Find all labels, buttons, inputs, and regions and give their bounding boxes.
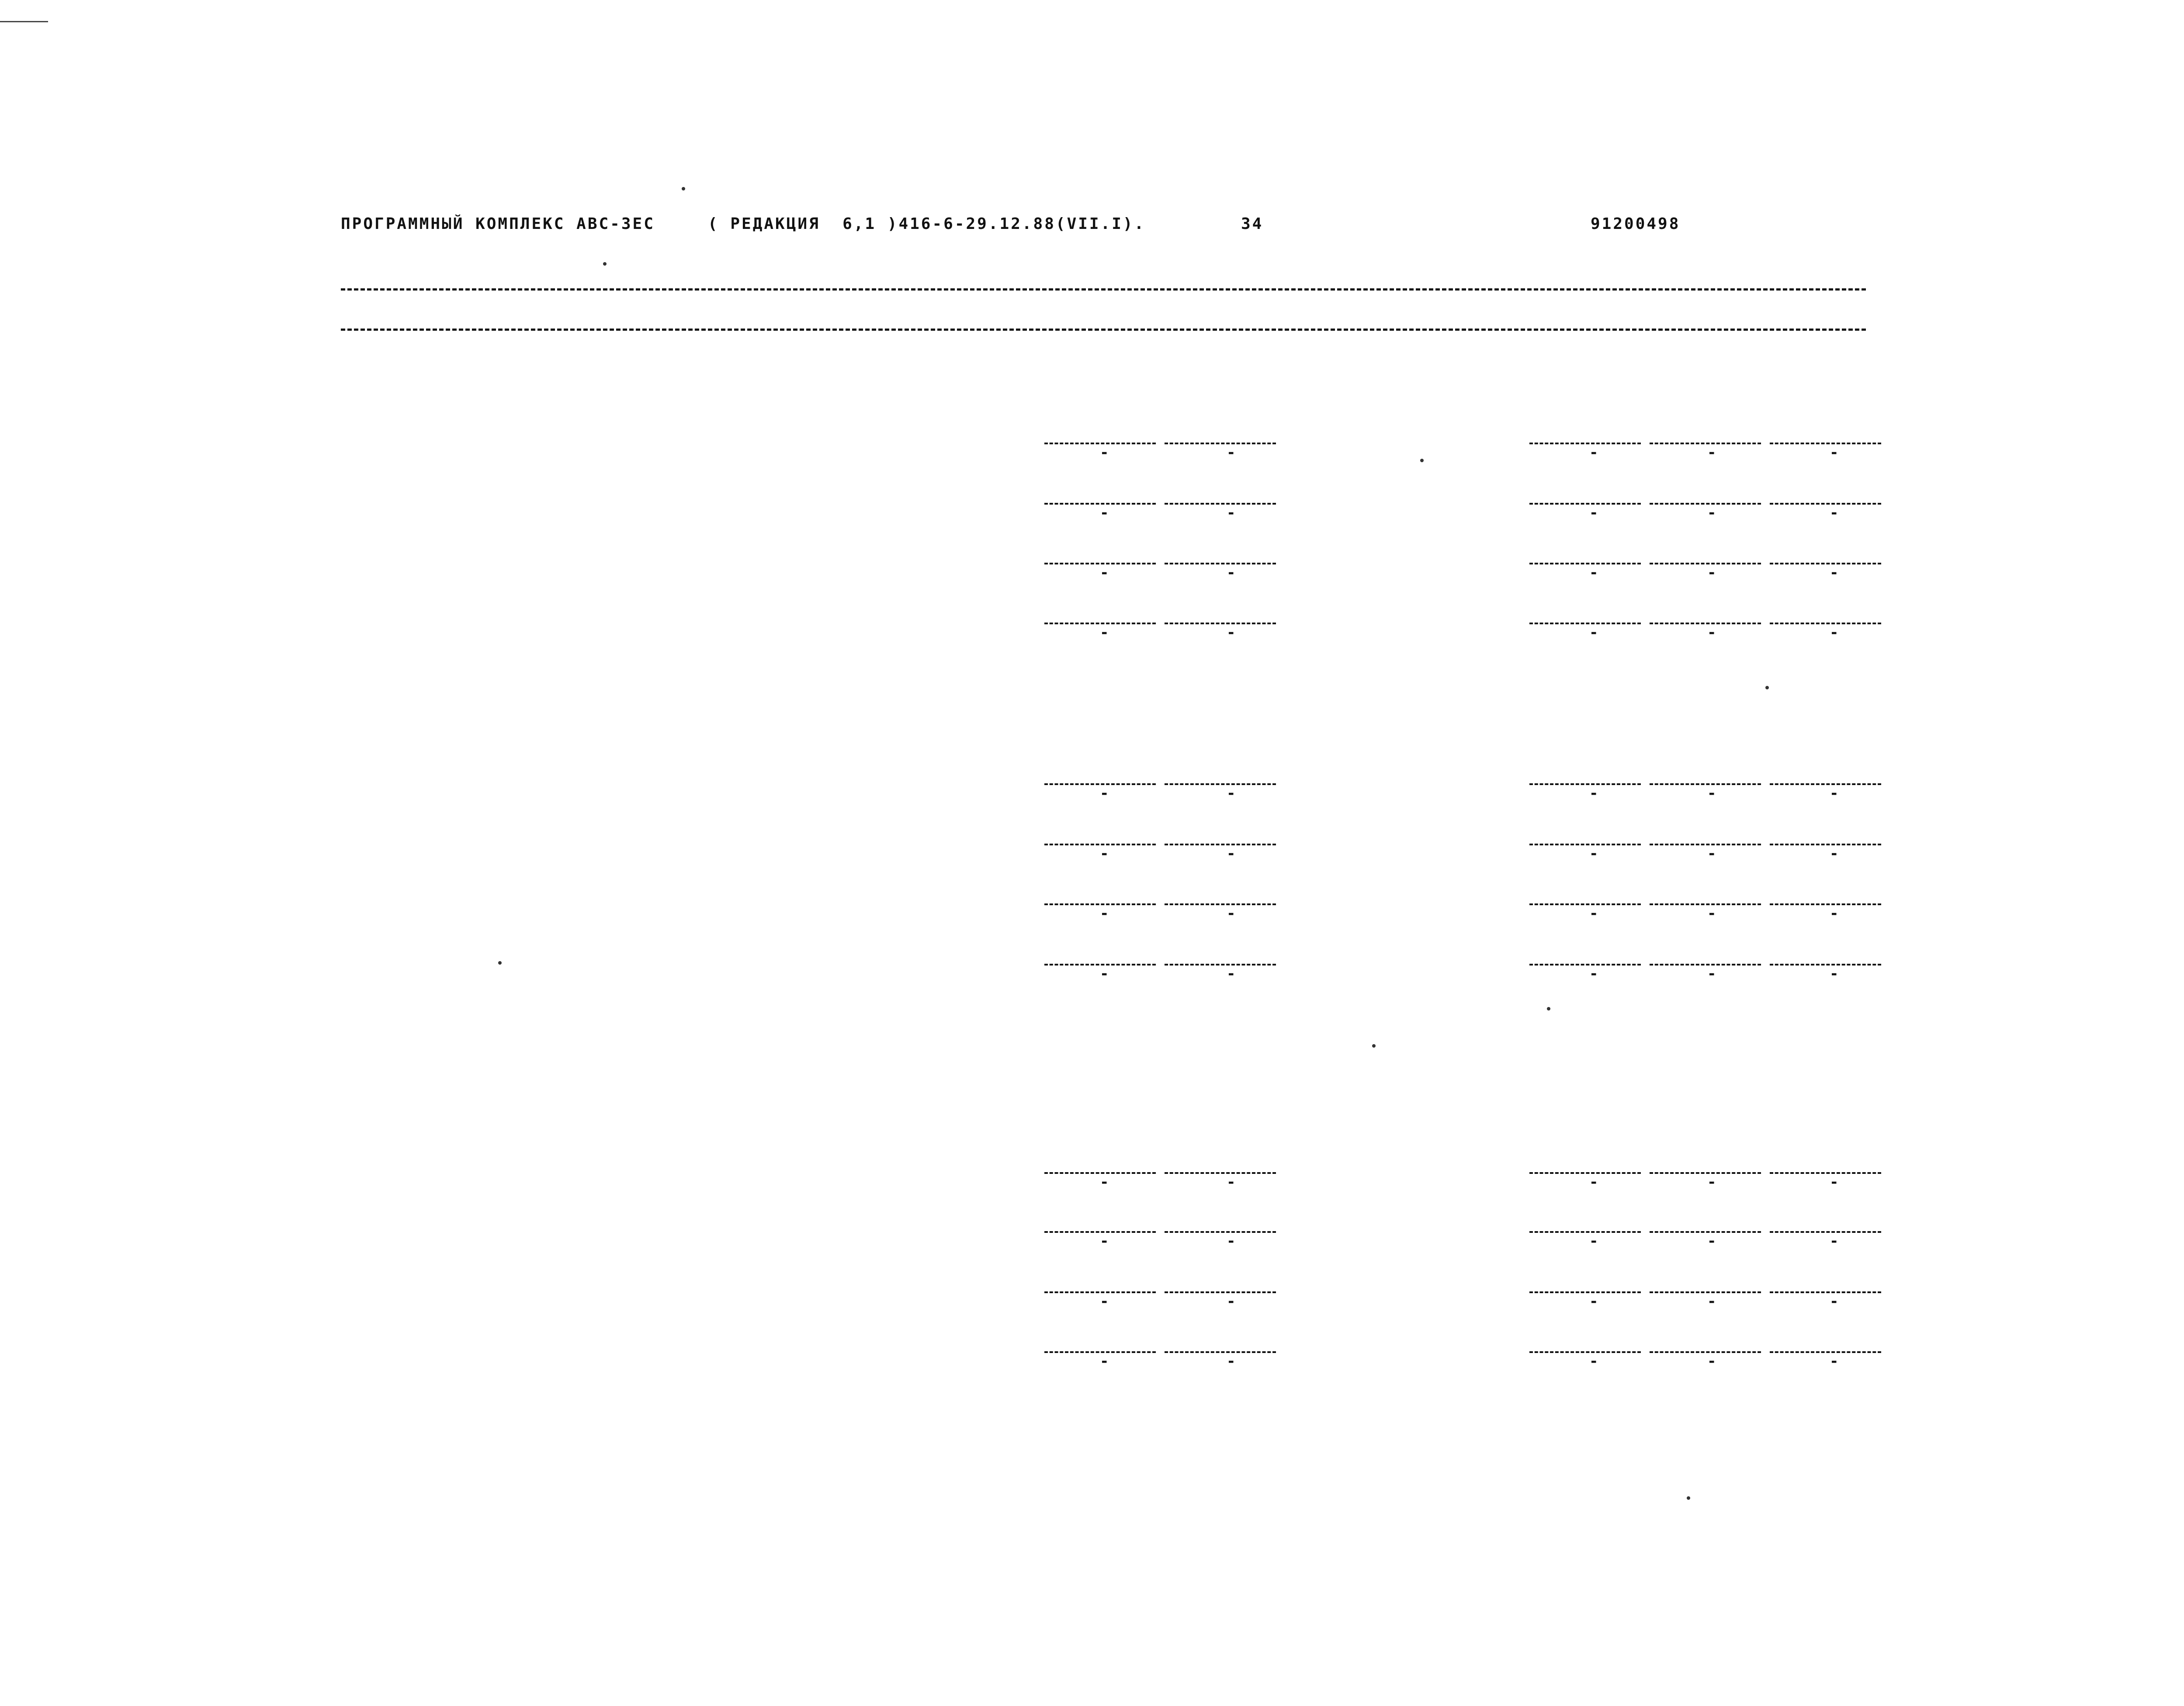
machine-subrule — [1529, 563, 1641, 564]
subvalue-dash: - — [1227, 564, 1236, 581]
subvalue-dash: - — [1830, 444, 1839, 461]
subvalue-dash: - — [1227, 624, 1236, 641]
subvalue-dash: - — [1830, 845, 1839, 862]
subvalue-dash: - — [1589, 1173, 1598, 1191]
subvalue-dash: - — [1589, 564, 1598, 581]
subvalue-dash: - — [1227, 845, 1236, 862]
machine-subrule — [1529, 964, 1641, 965]
subvalue-dash: - — [1100, 564, 1109, 581]
subvalue-dash: - — [1830, 1293, 1839, 1310]
subvalue-dash: - — [1100, 504, 1109, 522]
labor-subrule — [1165, 1231, 1276, 1233]
labor-subrule — [1165, 503, 1276, 505]
machine-subrule — [1529, 503, 1641, 505]
subvalue-dash: - — [1589, 1293, 1598, 1310]
subvalue-dash: - — [1227, 444, 1236, 461]
machine-subrule — [1770, 623, 1881, 624]
subvalue-dash: - — [1707, 504, 1716, 522]
subvalue-dash: - — [1589, 1353, 1598, 1370]
subvalue-dash: - — [1100, 624, 1109, 641]
machine-subrule — [1529, 1231, 1641, 1233]
subvalue-dash: - — [1100, 444, 1109, 461]
machine-subrule — [1650, 563, 1761, 564]
machine-subrule — [1650, 844, 1761, 845]
labor-subrule — [1165, 903, 1276, 905]
scan-speck — [498, 961, 502, 965]
subvalue-dash: - — [1100, 965, 1109, 983]
subvalue-dash: - — [1830, 905, 1839, 922]
subvalue-dash: - — [1227, 1293, 1236, 1310]
machine-subrule — [1529, 443, 1641, 444]
subvalue-dash: - — [1589, 785, 1598, 802]
labor-subrule — [1165, 1351, 1276, 1353]
subvalue-dash: - — [1830, 1353, 1839, 1370]
subvalue-dash: - — [1227, 965, 1236, 983]
subvalue-dash: - — [1589, 444, 1598, 461]
subvalue-dash: - — [1707, 444, 1716, 461]
scan-speck — [1420, 459, 1424, 462]
scan-speck — [1372, 1044, 1376, 1048]
subvalue-dash: - — [1830, 1232, 1839, 1250]
subvalue-dash: - — [1227, 905, 1236, 922]
subvalue-dash: - — [1227, 1353, 1236, 1370]
corner-mark — [0, 21, 48, 22]
labor-subrule — [1165, 1291, 1276, 1293]
subvalue-dash: - — [1707, 1353, 1716, 1370]
subvalue-dash: - — [1707, 1293, 1716, 1310]
subvalue-dash: - — [1589, 905, 1598, 922]
machine-subrule — [1529, 903, 1641, 905]
subvalue-dash: - — [1100, 1232, 1109, 1250]
machine-subrule — [1770, 1291, 1881, 1293]
machine-subrule — [1770, 443, 1881, 444]
machine-subrule — [1650, 443, 1761, 444]
subvalue-dash: - — [1227, 1173, 1236, 1191]
subvalue-dash: - — [1589, 1232, 1598, 1250]
machine-subrule — [1650, 623, 1761, 624]
machine-subrule — [1529, 783, 1641, 785]
machine-subrule — [1529, 1172, 1641, 1174]
subvalue-dash: - — [1100, 1173, 1109, 1191]
subvalue-dash: - — [1589, 965, 1598, 983]
subvalue-dash: - — [1589, 624, 1598, 641]
labor-subrule — [1165, 964, 1276, 965]
labor-subrule — [1165, 783, 1276, 785]
machine-subrule — [1770, 563, 1881, 564]
subvalue-dash: - — [1830, 504, 1839, 522]
machine-subrule — [1770, 1351, 1881, 1353]
subvalue-dash: - — [1707, 1232, 1716, 1250]
machine-subrule — [1650, 903, 1761, 905]
machine-subrule — [1770, 1231, 1881, 1233]
machine-subrule — [1770, 503, 1881, 505]
subvalue-dash: - — [1227, 785, 1236, 802]
labor-subrule — [1165, 443, 1276, 444]
scan-speck — [603, 262, 607, 266]
machine-subrule — [1529, 1291, 1641, 1293]
subvalue-dash: - — [1100, 785, 1109, 802]
machine-subrule — [1529, 623, 1641, 624]
machine-subrule — [1650, 1351, 1761, 1353]
subvalue-dash: - — [1830, 564, 1839, 581]
subvalue-dash: - — [1707, 845, 1716, 862]
page-number: 34 — [1241, 215, 1264, 233]
machine-subrule — [1650, 783, 1761, 785]
machine-subrule — [1770, 903, 1881, 905]
machine-subrule — [1650, 964, 1761, 965]
subvalue-dash: - — [1589, 504, 1598, 522]
machine-subrule — [1770, 1172, 1881, 1174]
machine-subrule — [1650, 1291, 1761, 1293]
scan-speck — [1687, 1496, 1690, 1500]
machine-subrule — [1529, 844, 1641, 845]
subvalue-dash: - — [1707, 905, 1716, 922]
subvalue-dash: - — [1100, 1293, 1109, 1310]
subvalue-dash: - — [1227, 1232, 1236, 1250]
header-top-rule — [341, 288, 1866, 291]
subvalue-dash: - — [1707, 1173, 1716, 1191]
machine-subrule — [1770, 844, 1881, 845]
labor-subrule — [1165, 623, 1276, 624]
subvalue-dash: - — [1707, 564, 1716, 581]
subvalue-dash: - — [1100, 845, 1109, 862]
subvalue-dash: - — [1707, 624, 1716, 641]
document-code: 91200498 — [1591, 215, 1681, 233]
machine-subrule — [1770, 783, 1881, 785]
scan-speck — [1765, 686, 1769, 689]
program-title: ПРОГРАММНЫЙ КОМПЛЕКС АВС-3ЕС — [341, 215, 655, 233]
machine-subrule — [1650, 1172, 1761, 1174]
machine-subrule — [1650, 1231, 1761, 1233]
header-bottom-rule — [341, 329, 1866, 331]
subvalue-dash: - — [1830, 624, 1839, 641]
scan-speck — [682, 187, 685, 190]
edition-info: ( РЕДАКЦИЯ 6,1 )416-6-29.12.88(VII.I). — [708, 215, 1146, 233]
subvalue-dash: - — [1830, 1173, 1839, 1191]
machine-subrule — [1770, 964, 1881, 965]
labor-subrule — [1165, 844, 1276, 845]
labor-subrule — [1165, 1172, 1276, 1174]
subvalue-dash: - — [1227, 504, 1236, 522]
subvalue-dash: - — [1830, 965, 1839, 983]
subvalue-dash: - — [1100, 1353, 1109, 1370]
machine-subrule — [1650, 503, 1761, 505]
labor-subrule — [1165, 563, 1276, 564]
subvalue-dash: - — [1707, 785, 1716, 802]
subvalue-dash: - — [1707, 965, 1716, 983]
scan-speck — [1547, 1007, 1550, 1010]
subvalue-dash: - — [1100, 905, 1109, 922]
machine-subrule — [1529, 1351, 1641, 1353]
subvalue-dash: - — [1589, 845, 1598, 862]
subvalue-dash: - — [1830, 785, 1839, 802]
